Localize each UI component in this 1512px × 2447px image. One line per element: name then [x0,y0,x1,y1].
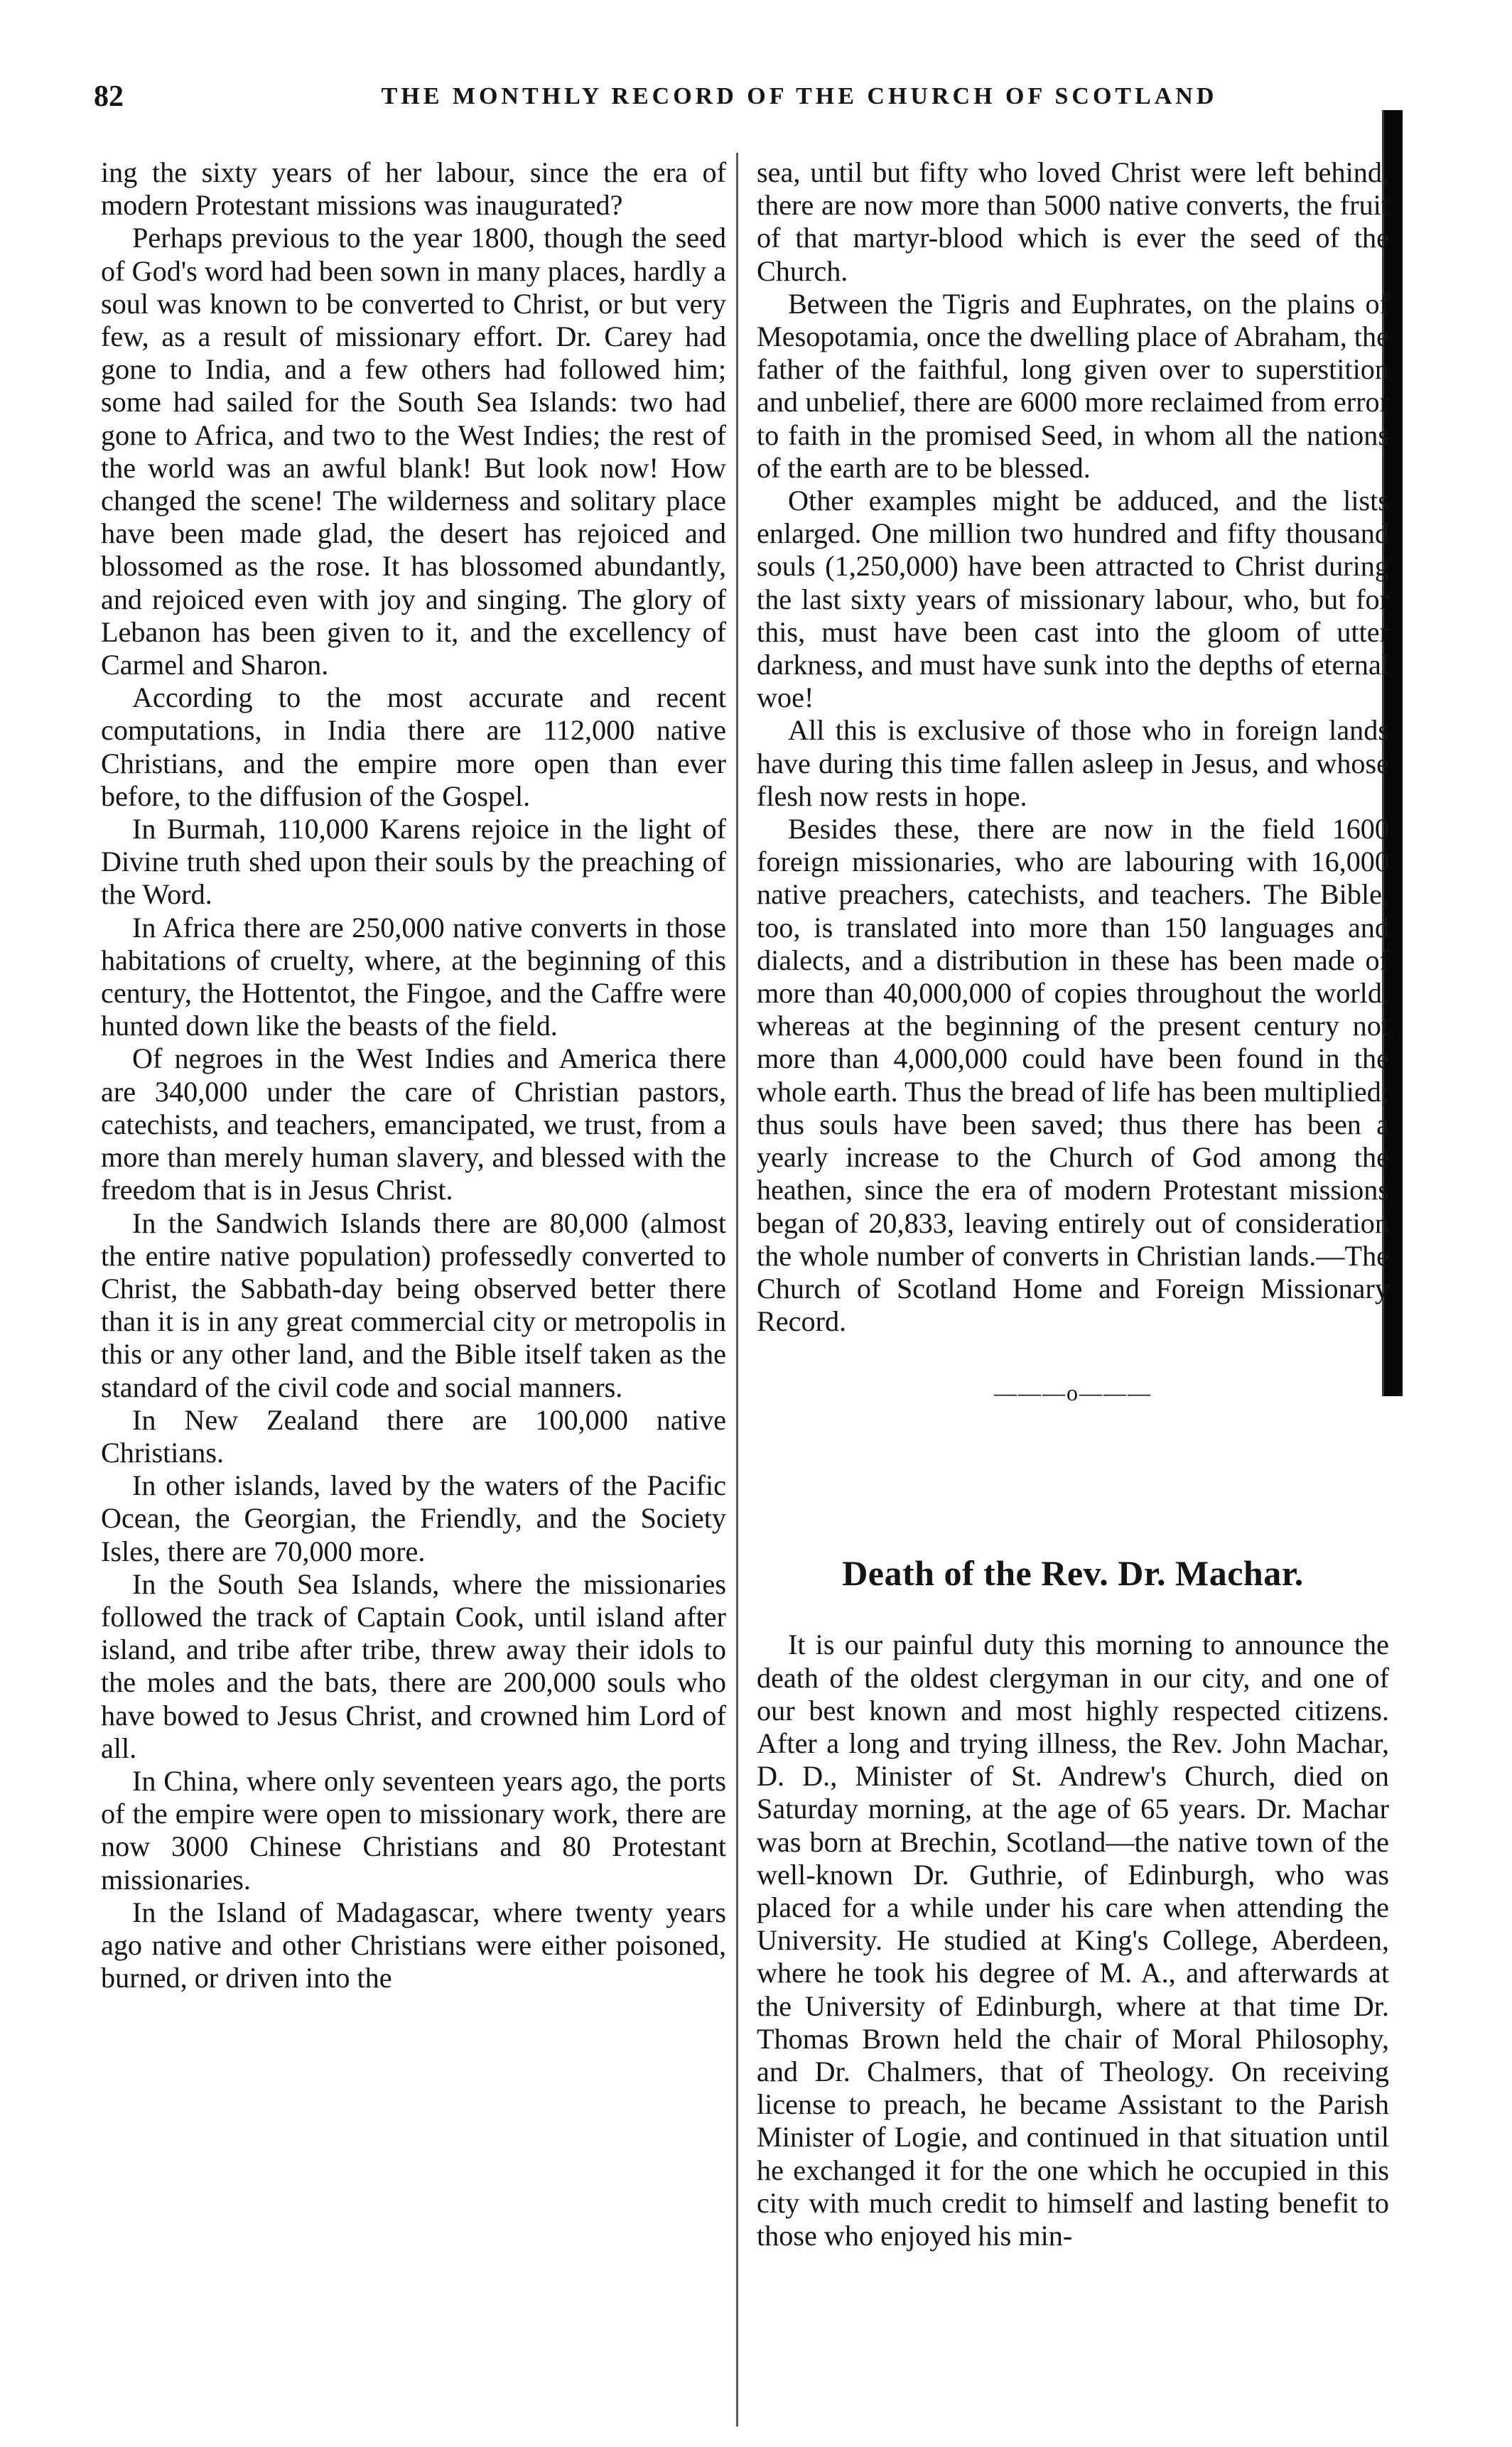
section-ornament: ———o——— [994,1380,1152,1406]
left-column [101,156,726,1994]
paragraph: In other islands, laved by the waters of the Pacific Ocean, the Georgian, the Friendly, and the Society Isles, there are 70,000 more. [101,1469,726,1567]
paragraph: Besides these, there are now in the field 1600 foreign missionaries, who are labouring with 16,000 native preachers, catechists, and teachers. The Bible, too, is translated into more than 150 languages and dialects, and a distribution in these has been made of more than 40,000,000 of copies throughout the world, whereas at the beginning of the present century not more than 4,000,000 could have been found in the whole earth. Thus the bread of life has been multiplied; thus souls have been saved; thus there has been a yearly increase to the Church of God among the heathen, since the era of modern Protestant missions began of 20,833, leaving entirely out of consideration the whole number of converts in Christian lands.—The Church of Scotland Home and Foreign Missionary Record. [757,813,1389,1338]
paragraph: Between the Tigris and Euphrates, on the plains of Mesopotamia, once the dwelling place of Abraham, the father of the faithful, long given over to superstition and unbelief, there are 6000 more reclaimed from error to faith in the promised Seed, in whom all the nations of the earth are to be blessed. [757,287,1389,484]
paragraph: According to the most accurate and recent computations, in India there are 112,000 native Christians, and the empire more open than ever before, to the diffusion of the Gospel. [101,681,726,812]
paragraph: Other examples might be adduced, and the lists enlarged. One million two hundred and fifty thousand souls (1,250,000) have been attracted to Christ during the last sixty years of missionary labour, who, but for this, must have been cast into the gloom of utter darkness, and must have sunk into the depths of eternal woe! [757,485,1389,714]
paragraph: In the Island of Madagascar, where twenty years ago native and other Christians were either poisoned, burned, or driven into the [101,1896,726,1994]
paragraph: In Burmah, 110,000 Karens rejoice in the light of Divine truth shed upon their souls by the preaching of the Word. [101,813,726,911]
paragraph: ing the sixty years of her labour, since the era of modern Protestant missions was inaugurated? [101,156,726,222]
page-number: 82 [94,80,124,113]
article-heading: Death of the Rev. Dr. Machar. [842,1553,1304,1594]
paragraph: In the Sandwich Islands there are 80,000 (almost the entire native population) professedly converted to Christ, the Sabbath-day being observed better there than it is in any great commercial city or metropolis in this or any other land, and the Bible itself taken as the standard of the civil code and social manners. [101,1206,726,1403]
running-title: THE MONTHLY RECORD OF THE CHURCH OF SCOTLAND [381,83,1218,109]
paragraph: All this is exclusive of those who in foreign lands have during this time fallen asleep in Jesus, and whose flesh now rests in hope. [757,714,1389,812]
page-header [85,78,1393,121]
paragraph: In Africa there are 250,000 native converts in those habitations of cruelty, where, at the beginning of this century, the Hottentot, the Fingoe, and the Caffre were hunted down like the beasts of the field. [101,911,726,1042]
paragraph: In New Zealand there are 100,000 native Christians. [101,1403,726,1469]
paragraph: Perhaps previous to the year 1800, though the seed of God's word had been sown in many places, hardly a soul was known to be converted to Christ, or but very few, as a result of missionary effort. Dr. Carey had gone to India, and a few others had followed him; some had sailed for the South Sea Islands: two had gone to Africa, and two to the West Indies; the rest of the world was an awful blank! But look now! How changed the scene! The wilderness and solitary place have been made glad, the desert has rejoiced and blossomed as the rose. It has blossomed abundantly, and rejoiced even with joy and singing. The glory of Lebanon has been given to it, and the excellency of Carmel and Sharon. [101,222,726,681]
column-divider [736,153,738,2426]
paragraph: In the South Sea Islands, where the missionaries followed the track of Captain Cook, until island after island, and tribe after tribe, threw away their idols to the moles and the bats, there are 200,000 souls who have bowed to Jesus Christ, and crowned him Lord of all. [101,1567,726,1764]
paragraph: sea, until but fifty who loved Christ were left behind, there are now more than 5000 native converts, the fruit of that martyr-blood which is ever the seed of the Church. [757,156,1389,287]
paragraph: In China, where only seventeen years ago, the ports of the empire were open to missionary work, there are now 3000 Chinese Christians and 80 Protestant missionaries. [101,1764,726,1896]
article-paragraph: It is our painful duty this morning to announce the death of the oldest clergyman in our city, and one of our best known and most highly respected citizens. After a long and trying illness, the Rev. John Machar, D. D., Minister of St. Andrew's Church, died on Saturday morning, at the age of 65 years. Dr. Machar was born at Brechin, Scotland—the native town of the well-known Dr. Guthrie, of Edinburgh, who was placed for a while under his care when attending the University. He studied at King's College, Aberdeen, where he took his degree of M. A., and afterwards at the University of Edinburgh, where at that time Dr. Thomas Brown held the chair of Moral Philosophy, and Dr. Chalmers, that of Theology. On receiving license to preach, he became Assistant to the Parish Minister of Logie, and continued in that situation until he exchanged it for the one which he occupied in this city with much credit to himself and lasting benefit to those who enjoyed his min- [757,1628,1389,2252]
right-column [757,156,1389,2252]
paragraph: Of negroes in the West Indies and America there are 340,000 under the care of Christian pastors, catechists, and teachers, emancipated, we trust, from a more than merely human slavery, and blessed with the freedom that is in Jesus Christ. [101,1042,726,1206]
